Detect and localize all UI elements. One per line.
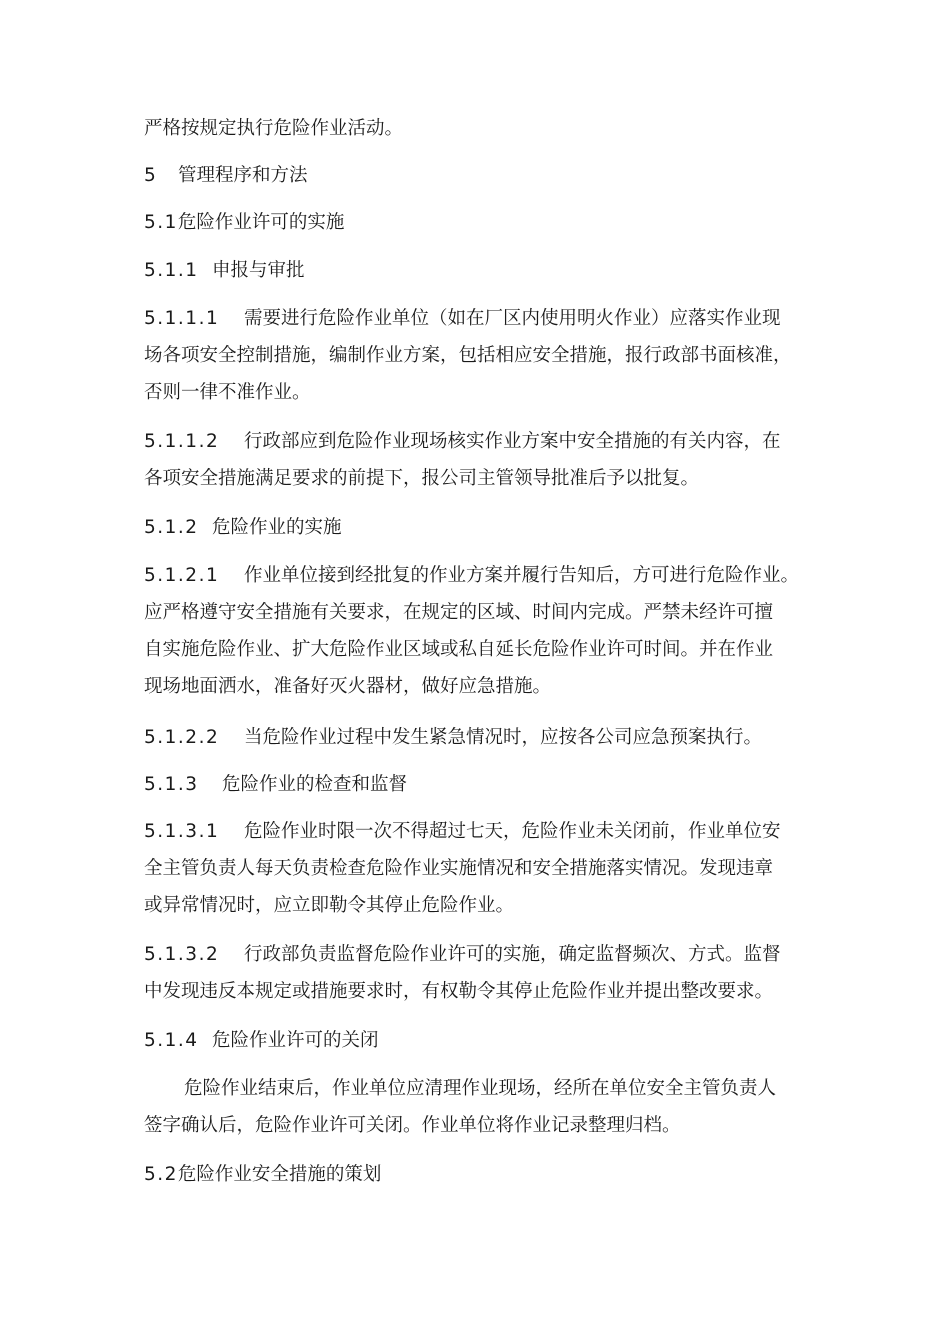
text-line: 签字确认后，危险作业许可关闭。作业单位将作业记录整理归档。 xyxy=(144,1115,681,1136)
clause-number: 5.1.3.1 xyxy=(144,821,220,842)
section-title: 危险作业许可的实施 xyxy=(177,212,345,233)
clause-5-1-3-2 xyxy=(144,936,824,1010)
text-line: 作业单位接到经批复的作业方案并履行告知后，方可进行危险作业。 xyxy=(244,565,800,586)
section-title: 危险作业许可的关闭 xyxy=(212,1030,379,1051)
clause-5-1-1-1 xyxy=(144,300,824,411)
text-line: 各项安全措施满足要求的前提下，报公司主管领导批准后予以批复。 xyxy=(144,468,700,489)
text-line: 或异常情况时，应立即勒令其停止危险作业。 xyxy=(144,895,515,916)
section-number: 5 xyxy=(144,165,158,186)
text-line: 场各项安全控制措施，编制作业方案，包括相应安全措施，报行政部书面核准， xyxy=(144,345,792,366)
section-title: 危险作业的检查和监督 xyxy=(222,774,408,795)
section-heading-5-1-3 xyxy=(144,766,824,803)
clause-number: 5.1.1.1 xyxy=(144,308,220,329)
section-heading-5-1-4 xyxy=(144,1022,824,1059)
section-heading-5-1-2 xyxy=(144,509,824,546)
section-number: 5.1.4 xyxy=(144,1030,199,1051)
clause-number: 5.1.3.2 xyxy=(144,944,220,965)
section-heading-5 xyxy=(144,157,824,194)
paragraph-closing xyxy=(144,1070,824,1144)
clause-5-1-2-1 xyxy=(144,557,824,705)
section-title: 危险作业安全措施的策划 xyxy=(177,1164,382,1185)
section-title: 管理程序和方法 xyxy=(178,165,308,186)
text-line: 严格按规定执行危险作业活动。 xyxy=(144,118,404,139)
section-number: 5.1.2 xyxy=(144,517,199,538)
section-number: 5.1.1 xyxy=(144,260,199,281)
text-line: 危险作业时限一次不得超过七天，危险作业未关闭前，作业单位安 xyxy=(244,821,781,842)
paragraph-intro xyxy=(144,110,824,147)
section-title: 危险作业的实施 xyxy=(212,517,342,538)
text-line: 中发现违反本规定或措施要求时，有权勒令其停止危险作业并提出整改要求。 xyxy=(144,981,774,1002)
clause-number: 5.1.2.2 xyxy=(144,727,220,748)
section-number: 5.1 xyxy=(144,212,178,233)
text-line: 危险作业结束后，作业单位应清理作业现场，经所在单位安全主管负责人 xyxy=(184,1078,777,1099)
section-number: 5.2 xyxy=(144,1164,178,1185)
clause-5-1-1-2 xyxy=(144,423,824,497)
text-line: 应严格遵守安全措施有关要求，在规定的区域、时间内完成。严禁未经许可擅 xyxy=(144,602,774,623)
clause-number: 5.1.2.1 xyxy=(144,565,220,586)
section-number: 5.1.3 xyxy=(144,774,199,795)
section-heading-5-2 xyxy=(144,1156,824,1193)
text-line: 自实施危险作业、扩大危险作业区域或私自延长危险作业许可时间。并在作业 xyxy=(144,639,774,660)
text-line: 需要进行危险作业单位（如在厂区内使用明火作业）应落实作业现 xyxy=(244,308,781,329)
clause-number: 5.1.1.2 xyxy=(144,431,220,452)
clause-5-1-3-1 xyxy=(144,813,824,924)
text-line: 行政部应到危险作业现场核实作业方案中安全措施的有关内容，在 xyxy=(244,431,781,452)
text-line: 当危险作业过程中发生紧急情况时，应按各公司应急预案执行。 xyxy=(244,727,763,748)
text-line: 现场地面洒水，准备好灭火器材，做好应急措施。 xyxy=(144,676,552,697)
text-line: 否则一律不准作业。 xyxy=(144,382,311,403)
text-line: 全主管负责人每天负责检查危险作业实施情况和安全措施落实情况。发现违章 xyxy=(144,858,774,879)
section-title: 申报与审批 xyxy=(212,260,305,281)
section-heading-5-1-1 xyxy=(144,252,824,289)
clause-5-1-2-2 xyxy=(144,719,824,756)
section-heading-5-1 xyxy=(144,204,824,241)
text-line: 行政部负责监督危险作业许可的实施，确定监督频次、方式。监督 xyxy=(244,944,781,965)
